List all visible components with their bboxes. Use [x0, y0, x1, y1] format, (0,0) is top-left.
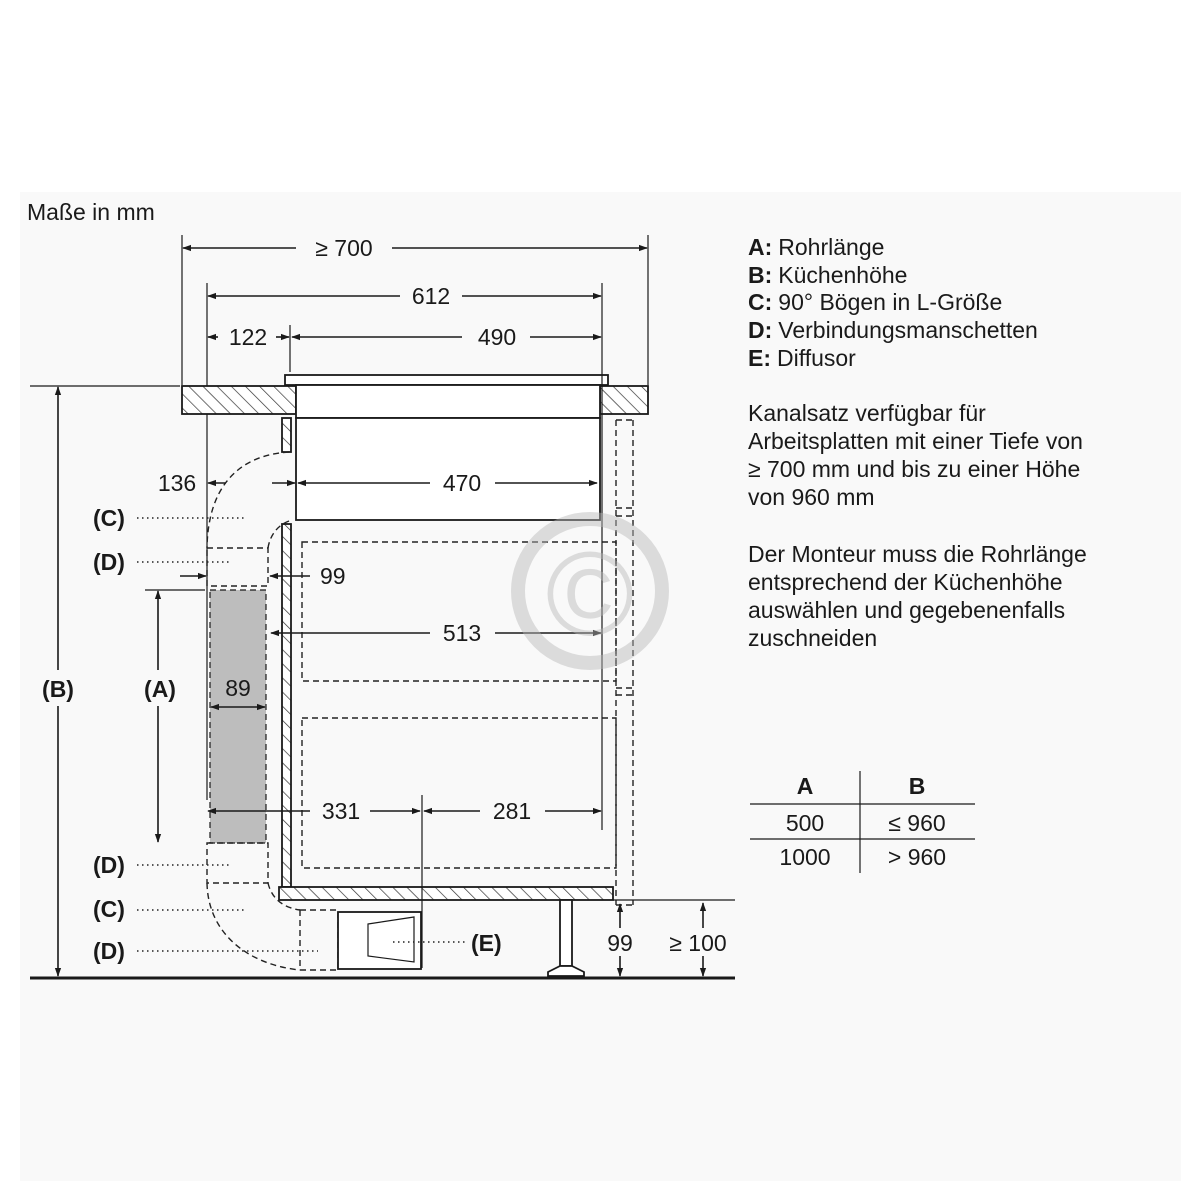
- unit-label: Maße in mm: [27, 199, 155, 225]
- label-duct-gap: 99: [320, 563, 346, 589]
- diffuser: [338, 912, 421, 969]
- label-duct-width: 89: [225, 675, 251, 701]
- legend: [748, 234, 1038, 371]
- dimension-floor-clearance: [669, 903, 726, 976]
- dimension-total-depth: [182, 235, 648, 385]
- table-header-b: B: [908, 773, 926, 799]
- label-plinth-height: 99: [607, 930, 633, 956]
- callout-d-top: (D): [93, 549, 125, 575]
- label-front-offset: 122: [228, 324, 268, 350]
- duct-sleeve-bottom: [207, 843, 268, 883]
- callout-elbow-top: [93, 505, 245, 531]
- pipe-length-table: [750, 771, 975, 873]
- label-plinth-right: 281: [492, 798, 532, 824]
- legend-item: E: Diffusor: [748, 345, 856, 371]
- callout-e: (E): [471, 930, 502, 956]
- dimension-pipe-length: [144, 590, 205, 842]
- watermark-symbol: ©: [545, 527, 635, 661]
- label-plinth-left: 331: [321, 798, 361, 824]
- dimension-hob-depth: [292, 324, 601, 350]
- legend-item: D: Verbindungsmanschetten: [748, 317, 1038, 343]
- duct-pipe: [210, 590, 266, 843]
- table-header-a: A: [796, 773, 814, 799]
- note-line: von 960 mm: [748, 484, 875, 510]
- note-line: Der Monteur muss die Rohrlänge: [748, 541, 1087, 567]
- table-cell: 500: [785, 810, 825, 836]
- legend-item: B: Küchenhöhe: [748, 262, 908, 288]
- legend-item: A: Rohrlänge: [748, 234, 885, 260]
- hob-glass: [285, 375, 608, 385]
- dimension-duct-offset: [158, 470, 295, 496]
- callout-d-middle: (D): [93, 852, 125, 878]
- dimension-front-offset: [208, 324, 290, 372]
- note-line: auswählen und gegebenenfalls: [748, 597, 1066, 623]
- note-installer: [748, 541, 1087, 651]
- label-duct-offset: 136: [157, 470, 197, 496]
- label-inner-depth: 513: [442, 620, 482, 646]
- label-hob-depth: 490: [477, 324, 517, 350]
- label-total-depth: ≥ 700: [315, 235, 373, 261]
- note-line: entsprechend der Küchenhöhe: [748, 569, 1063, 595]
- note-line: Arbeitsplatten mit einer Tiefe von: [748, 428, 1083, 454]
- table-cell: ≤ 960: [888, 810, 946, 836]
- legend-item: C: 90° Bögen in L-Größe: [748, 289, 1003, 315]
- cabinet-leg: [548, 900, 584, 976]
- label-floor-clearance: ≥ 100: [669, 930, 727, 956]
- duct-sleeve-top: [207, 548, 268, 586]
- callout-elbow-bottom: [93, 896, 245, 922]
- table-cell: 1000: [779, 844, 831, 870]
- callout-c-top: (C): [93, 505, 125, 531]
- label-unit-depth: 470: [442, 470, 482, 496]
- callout-a: (A): [144, 676, 176, 702]
- note-line: zuschneiden: [748, 625, 878, 651]
- callout-d-bottom: (D): [93, 938, 125, 964]
- note-line: Kanalsatz verfügbar für: [748, 400, 986, 426]
- callout-sleeve-bottom: [93, 852, 232, 878]
- callout-c-bottom: (C): [93, 896, 125, 922]
- callout-b: (B): [42, 676, 74, 702]
- note-line: ≥ 700 mm und bis zu einer Höhe: [748, 456, 1081, 482]
- duct-elbow-top: [207, 452, 289, 548]
- callout-sleeve-diffuser: [93, 938, 318, 964]
- downdraft-unit: [282, 385, 600, 520]
- watermark-logo: [518, 519, 662, 663]
- dimension-duct-gap: [180, 563, 346, 589]
- cabinet-back-panel: [282, 524, 291, 887]
- label-cutout-depth: 612: [411, 283, 451, 309]
- table-cell: > 960: [887, 844, 947, 870]
- callout-sleeve-top: [93, 549, 230, 575]
- note-duct-kit: [748, 400, 1083, 510]
- cabinet-base-plate: [279, 887, 613, 900]
